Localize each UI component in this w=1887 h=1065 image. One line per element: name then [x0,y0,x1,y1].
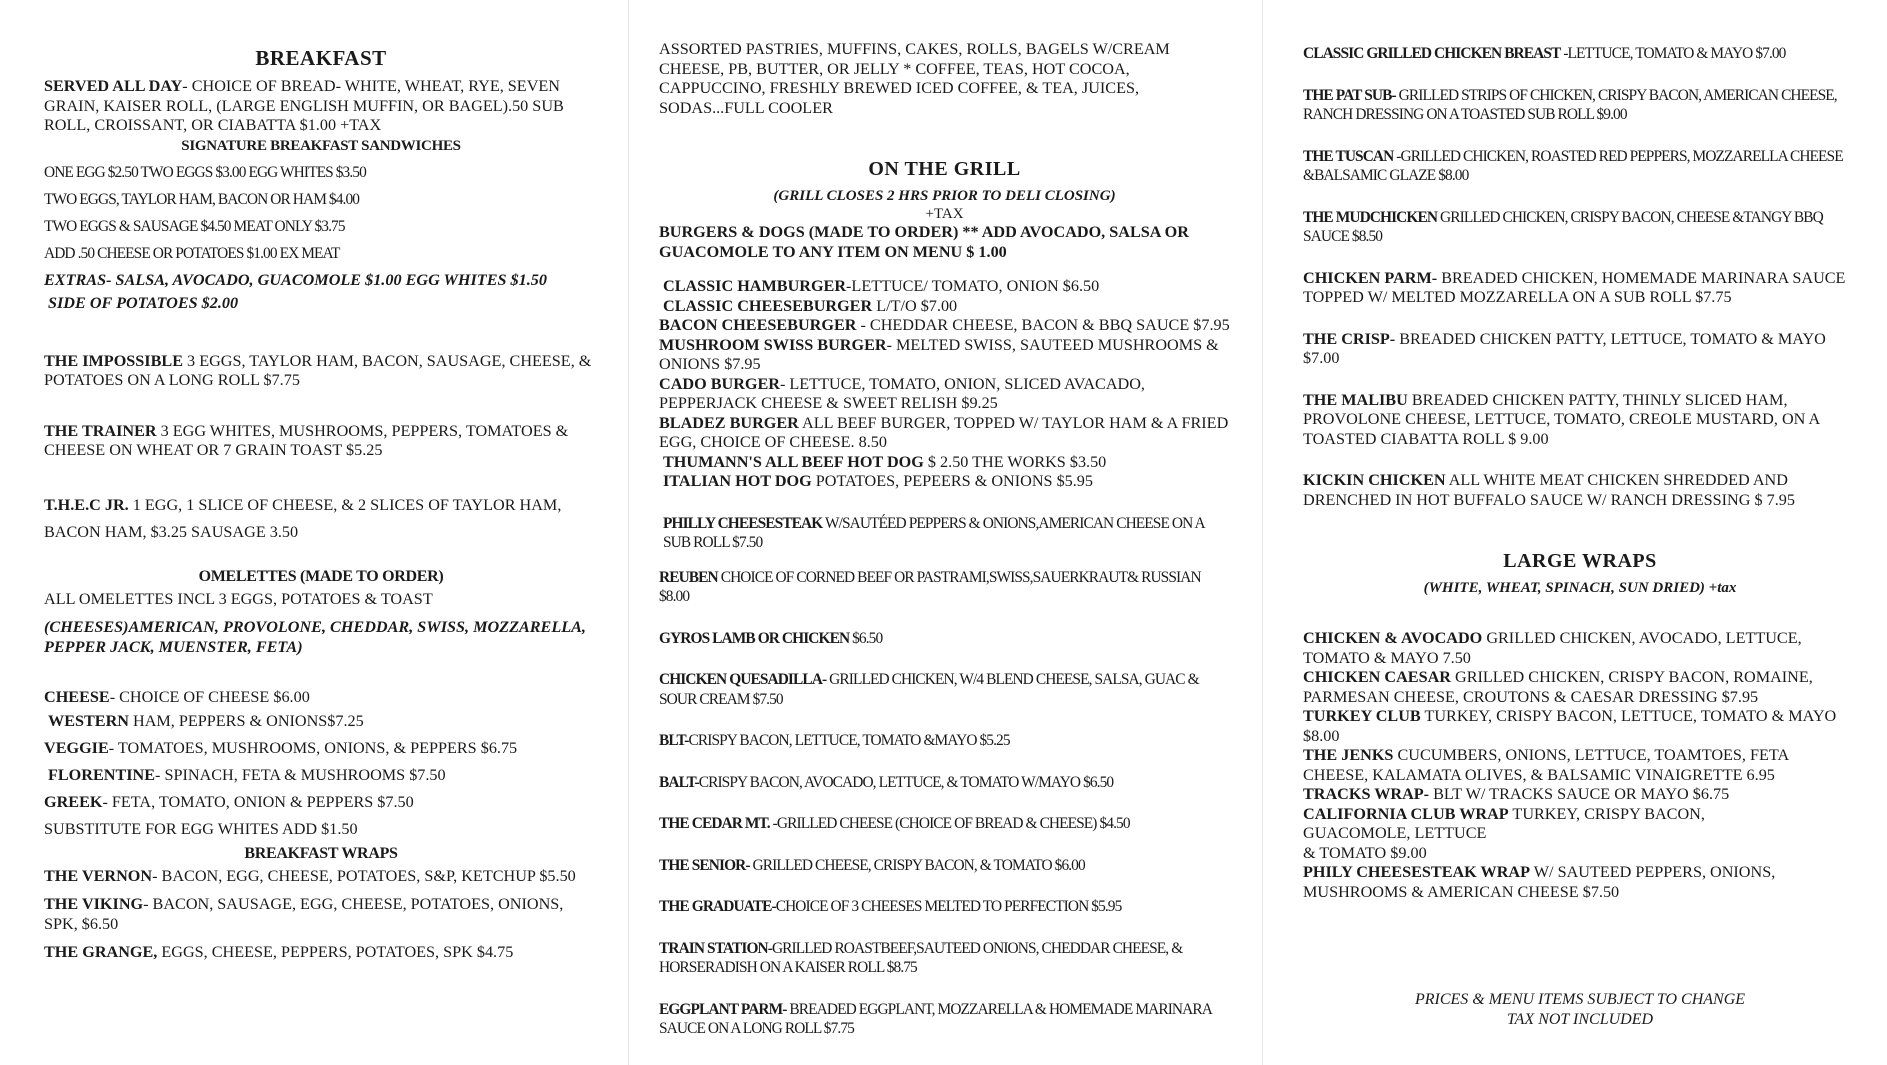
menu-item [1303,629,1857,668]
menu-item [659,568,1230,607]
menu-item-desc: - TOMATOES, MUSHROOMS, ONIONS, & PEPPERS $6.75 [108,738,518,757]
pastries-text: ASSORTED PASTRIES, MUFFINS, CAKES, ROLLS, BAGELS W/CREAM CHEESE, PB, BUTTER, OR JELLY * COFFEE, TEAS, HOT COCOA, CAPPUCCINO, FRESHLY BREWED ICED COFFEE, & TEA, JUICES, SODAS...FULL COOLER [659,40,1170,117]
menu-item-name: BLT- [659,732,689,749]
menu-item-desc: 1 EGG, 1 SLICE OF CHEESE, & 2 SLICES OF TAYLOR HAM, BACON HAM, $3.25 SAUSAGE 3.50 [44,495,562,541]
menu-item [659,472,1230,492]
menu-item [659,336,1230,375]
menu-item-desc: BREADED EGGPLANT, MOZZARELLA & HOMEMADE MARINARA SAUCE ON A LONG ROLL $7.75 [659,1000,1212,1037]
menu-item-name: VEGGIE [44,738,109,757]
menu-item [1303,863,1857,902]
menu-item-desc: BREADED CHICKEN, HOMEMADE MARINARA SAUCE TOPPED W/ MELTED MOZZARELLA ON A SUB ROLL $7.75 [1303,268,1846,306]
menu-item-name: THE TUSCAN [1303,147,1394,165]
menu-item-name: CLASSIC GRILLED CHICKEN BREAST [1303,45,1561,62]
menu-item-name: THE SENIOR- [659,856,750,874]
menu-item-name: GREEK [44,792,103,811]
menu-item [44,422,598,461]
menu-item-desc: $6.50 [849,629,883,647]
menu-item-name: CADO BURGER [659,374,780,393]
menu-item-name: CALIFORNIA CLUB WRAP [1303,804,1509,823]
extras-line: EXTRAS- SALSA, AVOCADO, GUACOMOLE $1.00 EGG WHITES $1.50 [44,270,547,289]
menu-item [659,814,1230,834]
menu-item-name: TRACKS WRAP- [1303,785,1430,803]
menu-item [659,1000,1230,1039]
menu-item-desc: - MELTED SWISS, SAUTEED MUSHROOMS & ONIONS $7.95 [659,335,1219,373]
menu-item [1303,471,1857,510]
menu-item [659,316,1230,336]
menu-item [44,867,598,887]
menu-item-name: THE IMPOSSIBLE [44,351,183,370]
menu-item-desc: TURKEY, CRISPY BACON, GUACOMOLE, LETTUCE [1303,804,1705,842]
menu-item-desc: GRILLED STRIPS OF CHICKEN, CRISPY BACON, AMERICAN CHEESE, RANCH DRESSING ON A TOASTED SUB ROLL $9.00 [1303,86,1837,123]
menu-item-desc: BREADED CHICKEN PATTY, LETTUCE, TOMATO & MAYO $7.00 [1303,329,1826,367]
menu-item-desc: GRILLED CHICKEN, CRISPY BACON, CHEESE &TANGY BBQ SAUCE $8.50 [1303,208,1823,245]
price-change-note: PRICES & MENU ITEMS SUBJECT TO CHANGE [1414,991,1746,1008]
menu-item [1303,668,1857,707]
menu-item [1303,86,1857,125]
menu-item-name: THE MUDCHICKEN [1303,208,1438,226]
menu-item-name: BACON CHEESEBURGER [659,316,857,334]
signature-row: ADD .50 CHEESE OR POTATOES $1.00 EX MEAT [44,244,340,262]
grill-tax: +TAX [925,206,964,222]
menu-item-desc: CHOICE OF 3 CHEESES MELTED TO PERFECTION $5.95 [775,898,1122,915]
served-all-day-label: SERVED ALL DAY [44,77,183,95]
menu-item-desc: - BACON, EGG, CHEESE, POTATOES, S&P, KETCHUP $5.50 [152,866,576,885]
menu-item [659,277,1230,297]
menu-item [44,352,598,391]
menu-item-name: KICKIN CHICKEN [1303,471,1446,489]
menu-item-desc: W/ SAUTEED PEPPERS, ONIONS, MUSHROOMS & AMERICAN CHEESE $7.50 [1303,863,1776,901]
signature-row: TWO EGGS & SAUSAGE $4.50 MEAT ONLY $3.75 [44,217,345,235]
burgers-list [659,277,1230,492]
menu-item-name: EGGPLANT PARM- [659,1000,787,1018]
menu-item-desc: $ 2.50 THE WORKS $3.50 [923,452,1107,471]
menu-item [659,939,1230,978]
menu-item [659,897,1230,917]
menu-item-desc: -GRILLED CHEESE (CHOICE OF BREAD & CHEESE) $4.50 [769,815,1130,832]
menu-item-desc: TURKEY, CRISPY BACON, LETTUCE, TOMATO & MAYO $8.00 [1303,707,1837,745]
menu-item-desc: CRISPY BACON, AVOCADO, LETTUCE, & TOMATO W/MAYO $6.50 [698,773,1114,791]
menu-item-name: MUSHROOM SWISS BURGER [659,335,887,354]
menu-item-name: THE CRISP- [1303,329,1396,348]
omelettes-heading: OMELETTES (MADE TO ORDER) [198,567,444,585]
breakfast-heading: BREAKFAST [255,46,387,70]
menu-item-name: THUMANN'S ALL BEEF HOT DOG [663,452,924,471]
menu-item-desc: CUCUMBERS, ONIONS, LETTUCE, TOAMTOES, FETA CHEESE, KALAMATA OLIVES, & BALSAMIC VINAIGRETTE 6.95 [1303,746,1789,784]
menu-item [44,789,598,816]
menu-item [44,708,598,735]
menu-item-name: REUBEN [659,568,718,586]
menu-item [44,762,598,789]
menu-item-desc: EGGS, CHEESE, PEPPERS, POTATOES, SPK $4.75 [157,943,514,961]
menu-item-desc: - BACON, SAUSAGE, EGG, CHEESE, POTATOES, ONIONS, SPK, $6.50 [44,895,564,933]
menu-item-name: CHICKEN PARM- [1303,268,1438,287]
served-all-day-text [44,77,598,136]
menu-column-breakfast [0,0,618,1065]
menu-item [1303,844,1857,864]
menu-item [44,895,598,934]
menu-item-desc: GRILLED CHEESE, CRISPY BACON, & TOMATO $6.00 [749,856,1085,874]
large-wraps-subtitle: (WHITE, WHEAT, SPINACH, SUN DRIED) +tax [1423,580,1737,596]
menu-item-desc: L/T/O $7.00 [872,296,958,315]
menu-item [659,414,1230,453]
menu-item [659,514,1230,553]
menu-item-desc: CRISPY BACON, LETTUCE, TOMATO &MAYO $5.25 [688,732,1010,749]
on-the-grill-heading: ON THE GRILL [868,158,1021,180]
menu-item [1303,391,1857,450]
menu-column-chicken-wraps [1262,0,1887,1065]
menu-item-name: THE GRADUATE- [659,898,776,915]
menu-item-desc: W/SAUTÉED PEPPERS & ONIONS,AMERICAN CHEESE ON A SUB ROLL $7.50 [663,514,1204,551]
menu-item-name: THE VIKING [44,895,144,913]
menu-item-desc: BLT W/ TRACKS SAUCE OR MAYO $6.75 [1429,785,1730,803]
menu-item-desc: -LETTUCE/ TOMATO, ONION $6.50 [846,277,1100,295]
menu-item-name: THE GRANGE, [44,943,158,961]
menu-item [1303,707,1857,746]
menu-item-name: FLORENTINE [48,765,156,784]
side-of-potatoes: SIDE OF POTATOES $2.00 [48,294,239,312]
menu-item-desc: -GRILLED CHICKEN, ROASTED RED PEPPERS, MOZZARELLA CHEESE &BALSAMIC GLAZE $8.00 [1303,147,1843,184]
tax-note: TAX NOT INCLUDED [1506,1011,1654,1028]
menu-item-desc: & TOMATO $9.00 [1303,843,1427,862]
menu-item [659,629,1230,649]
menu-item [44,735,598,762]
menu-item [659,670,1230,709]
menu-item-name: THE JENKS [1303,746,1394,764]
menu-item [1303,44,1857,64]
menu-item-name: CHICKEN & AVOCADO [1303,629,1483,647]
menu-item-name: CLASSIC CHEESEBURGER [663,296,873,315]
burgers-note: BURGERS & DOGS (MADE TO ORDER) ** ADD AVOCADO, SALSA OR GUACOMOLE TO ANY ITEM ON MENU $ 1.00 [659,223,1189,261]
menu-item-name: PHILLY CHEESESTEAK [663,514,823,532]
menu-item-name: TURKEY CLUB [1303,707,1421,725]
menu-item [1303,330,1857,369]
menu-item-name: THE MALIBU [1303,390,1408,409]
menu-item [659,375,1230,414]
signature-row: TWO EGGS, TAYLOR HAM, BACON OR HAM $4.00 [44,190,360,208]
breakfast-wraps-heading: BREAKFAST WRAPS [244,844,398,862]
menu-item-name: WESTERN [48,711,129,730]
omelette-cheeses: (CHEESES)AMERICAN, PROVOLONE, CHEDDAR, SWISS, MOZZARELLA, PEPPER JACK, MUENSTER, FETA) [44,618,586,656]
signature-sandwiches-heading: SIGNATURE BREAKFAST SANDWICHES [181,137,461,154]
menu-item-desc: -LETTUCE, TOMATO & MAYO $7.00 [1560,45,1786,62]
menu-item [659,297,1230,317]
menu-item-desc: HAM, PEPPERS & ONIONS$7.25 [128,711,364,730]
menu-item-desc: - SPINACH, FETA & MUSHROOMS $7.50 [155,765,446,784]
menu-item-name: BALT- [659,773,699,791]
menu-item [659,856,1230,876]
menu-item-name: ITALIAN HOT DOG [663,472,812,490]
menu-item [1303,805,1743,844]
menu-item-name: CLASSIC HAMBURGER [663,277,847,295]
menu-item-name: T.H.E.C JR. [44,495,129,514]
menu-item-name: GYROS LAMB OR CHICKEN [659,629,850,647]
substitute-egg-whites: SUBSTITUTE FOR EGG WHITES ADD $1.50 [44,819,358,838]
menu-item-desc: - CHOICE OF CHEESE $6.00 [109,688,310,706]
menu-item-desc: GRILLED ROASTBEEF,SAUTEED ONIONS, CHEDDAR CHEESE, & HORSERADISH ON A KAISER ROLL $8.75 [659,939,1183,976]
menu-item [1303,147,1857,186]
menu-item [659,453,1230,473]
menu-item [44,688,598,708]
menu-item-name: THE TRAINER [44,421,157,440]
menu-item-name: CHICKEN QUESADILLA- [659,671,827,688]
menu-item-name: THE CEDAR MT. [659,815,770,832]
menu-footer [1303,990,1857,1030]
menu-item-name: CHEESE [44,688,110,706]
large-wraps-list [1303,629,1857,902]
signature-row: ONE EGG $2.50 TWO EGGS $3.00 EGG WHITES $3.50 [44,163,366,181]
menu-item-desc: BREADED CHICKEN PATTY, THINLY SLICED HAM, PROVOLONE CHEESE, LETTUCE, TOMATO, CREOLE MUSTARD, ON A TOASTED CIABATTA ROLL $ 9.00 [1303,390,1820,448]
menu-item [1303,785,1857,805]
menu-item [659,731,1230,751]
menu-item-desc: 3 EGGS, TAYLOR HAM, BACON, SAUSAGE, CHEESE, & POTATOES ON A LONG ROLL $7.75 [44,351,592,389]
grill-subtitle: (GRILL CLOSES 2 HRS PRIOR TO DELI CLOSING) [773,188,1116,204]
menu-item-name: CHICKEN CAESAR [1303,668,1451,686]
menu-item-name: BLADEZ BURGER [659,413,799,432]
menu-item-name: THE VERNON [44,866,153,885]
menu-item [1303,269,1857,308]
menu-item-desc: CHOICE OF CORNED BEEF OR PASTRAMI,SWISS,SAUERKRAUT& RUSSIAN $8.00 [659,568,1201,605]
menu-item [44,492,598,546]
served-all-day-desc: - CHOICE OF BREAD- WHITE, WHEAT, RYE, SEVEN GRAIN, KAISER ROLL, (LARGE ENGLISH MUFFIN, OR BAGEL).50 SUB ROLL, CROISSANT, OR CIABATTA $1.00 +TAX [44,77,564,134]
menu-item-desc: GRILLED CHICKEN, CRISPY BACON, ROMAINE, PARMESAN CHEESE, CROUTONS & CAESAR DRESSING $7.95 [1303,668,1813,706]
menu-item-desc: - LETTUCE, TOMATO, ONION, SLICED AVACADO, PEPPERJACK CHEESE & SWEET RELISH $9.25 [659,374,1145,412]
omelettes-intro: ALL OMELETTES INCL 3 EGGS, POTATOES & TOAST [44,589,433,608]
large-wraps-heading: LARGE WRAPS [1503,550,1657,572]
menu-item-desc: 3 EGG WHITES, MUSHROOMS, PEPPERS, TOMATOES & CHEESE ON WHEAT OR 7 GRAIN TOAST $5.25 [44,421,569,459]
menu-item-desc: - CHEDDAR CHEESE, BACON & BBQ SAUCE $7.95 [856,316,1230,334]
menu-item [1303,746,1857,785]
menu-item-desc: ALL WHITE MEAT CHICKEN SHREDDED AND DRENCHED IN HOT BUFFALO SAUCE W/ RANCH DRESSING $ 7.95 [1303,471,1795,509]
menu-item-name: THE PAT SUB- [1303,86,1396,104]
menu-item-desc: - FETA, TOMATO, ONION & PEPPERS $7.50 [102,792,414,811]
menu-item-desc: GRILLED CHICKEN, W/4 BLEND CHEESE, SALSA, GUAC & SOUR CREAM $7.50 [659,671,1199,708]
menu-item [1303,208,1857,247]
menu-item [659,773,1230,793]
menu-item-name: TRAIN STATION- [659,939,772,957]
menu-item [44,943,598,963]
menu-item-name: PHILY CHEESESTEAK WRAP [1303,863,1530,881]
menu-item-desc: ALL BEEF BURGER, TOPPED W/ TAYLOR HAM & A FRIED EGG, CHOICE OF CHEESE. 8.50 [659,413,1229,451]
menu-item-desc: GRILLED CHICKEN, AVOCADO, LETTUCE, TOMATO & MAYO 7.50 [1303,629,1802,667]
menu-column-grill [628,0,1250,1065]
menu-item-desc: POTATOES, PEPEERS & ONIONS $5.95 [811,472,1093,490]
